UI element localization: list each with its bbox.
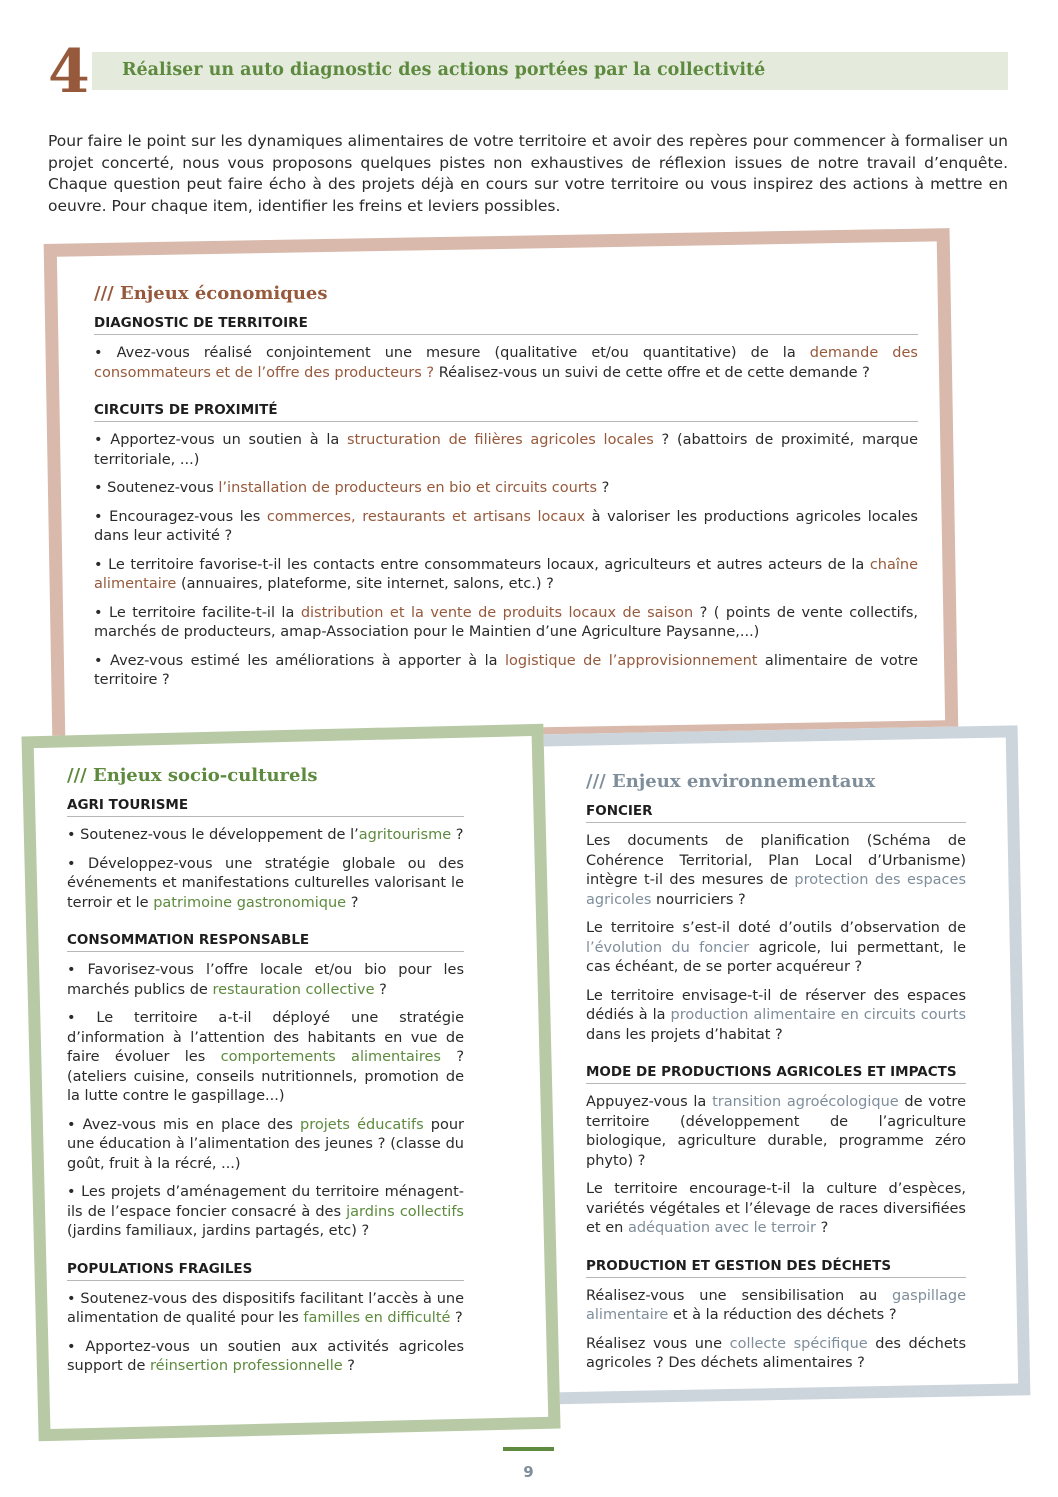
item-text: Le territoire encourage-t-il la culture d’espèces, variétés végétales et l’élevage de races diversifiées et en xyxy=(586,1181,966,1236)
subsection-heading: FONCIER xyxy=(586,802,966,823)
highlight-text: logistique de l’approvisionnement xyxy=(505,652,758,669)
question-item xyxy=(67,855,464,914)
highlight-text: transition agroécologique xyxy=(712,1094,899,1110)
item-text: ? xyxy=(346,894,359,911)
question-item xyxy=(94,431,918,470)
item-text: à valoriser les productions agricoles locales dans leur activité ? xyxy=(94,508,918,544)
economic-box xyxy=(48,236,954,741)
question-item xyxy=(67,826,464,846)
item-text: • Avez-vous estimé les améliorations à apporter à la xyxy=(94,652,505,669)
highlight-text: réinsertion professionnelle xyxy=(150,1358,343,1374)
highlight-text: protection des espaces agricoles xyxy=(586,872,966,908)
question-item xyxy=(586,987,966,1046)
item-text: Les documents de planification (Schéma de Cohérence Territorial, Plan Local d’Urbanisme) intègre t-il des mesures de xyxy=(586,833,966,888)
question-item xyxy=(94,556,918,595)
highlight-text: commerces, restaurants et artisans locaux xyxy=(266,508,586,525)
page-number-bar xyxy=(503,1447,554,1451)
socio-sections xyxy=(67,796,464,1377)
item-text: ? xyxy=(374,981,387,998)
section-header xyxy=(48,37,1008,107)
highlight-text: gaspillage alimentaire xyxy=(586,1287,966,1323)
highlight-text: l’évolution du foncier xyxy=(586,939,750,956)
question-item xyxy=(67,1338,464,1377)
environment-box xyxy=(530,730,1024,1400)
question-item xyxy=(94,344,918,383)
highlight-text: structuration de filières agricoles locales xyxy=(346,432,654,448)
economic-content xyxy=(94,282,918,700)
highlight-text: demande des consommateurs et de l’offre des producteurs ? xyxy=(94,345,918,381)
item-text: Réalisez-vous un suivi de cette offre et de cette demande ? xyxy=(434,364,870,381)
item-text: ? ( points de vente collectifs, marchés de producteurs, amap-Association pour le Maintien d’une Agriculture Paysanne,...) xyxy=(94,604,918,640)
item-text: ? xyxy=(342,1358,355,1374)
item-text: • Soutenez-vous le développement de l’ xyxy=(67,827,359,843)
question-item xyxy=(94,652,918,691)
subsection-heading: PRODUCTION ET GESTION DES DÉCHETS xyxy=(586,1257,966,1278)
question-item xyxy=(586,1180,966,1239)
item-text: Le territoire envisage-t-il de réserver des espaces dédiés à la xyxy=(586,987,966,1023)
item-text: • Les projets d’aménagement du territoire ménagent-ils de l’espace foncier consacré à des xyxy=(67,1184,464,1220)
item-text: • Le territoire a-t-il déployé une stratégie d’information à l’attention des habitants en vue de faire évoluer les xyxy=(67,1010,464,1065)
socio-box xyxy=(30,730,552,1435)
question-item xyxy=(586,1093,966,1171)
item-text: (annuaires, plateforme, site internet, salons, etc.) ? xyxy=(176,576,554,592)
question-item xyxy=(67,1116,464,1175)
highlight-text: restauration collective xyxy=(212,981,375,998)
question-item xyxy=(67,1183,464,1242)
item-text: des déchets agricoles ? Des déchets alimentaires ? xyxy=(586,1335,966,1371)
question-item xyxy=(67,1009,464,1107)
item-text: • Le territoire facilite-t-il la xyxy=(94,604,301,621)
economic-sections xyxy=(94,314,918,691)
subsection-heading: CIRCUITS DE PROXIMITÉ xyxy=(94,401,918,422)
item-text: ? xyxy=(450,1310,463,1326)
intro-paragraph: Pour faire le point sur les dynamiques alimentaires de votre territoire et avoir des repères pour commencer à formaliser un projet concerté, nous vous proposons quelques pistes non exhaustives de réflexion issues de notre travail d’enquête. Chaque question peut faire écho à des projets déjà en cours sur votre territoire ou vous inspirez des actions à mettre en oeuvre. Pour chaque item, identifier les freins et leviers possibles. xyxy=(48,132,1008,215)
item-text: ? (ateliers cuisine, conseils nutritionnels, promotion de la lutte contre le gaspillage...) xyxy=(67,1049,465,1104)
highlight-text: adéquation avec le terroir xyxy=(627,1220,816,1236)
question-item xyxy=(67,961,464,1000)
subsection-heading: AGRI TOURISME xyxy=(67,796,464,817)
subsection-heading: DIAGNOSTIC DE TERRITOIRE xyxy=(94,314,918,335)
item-text: • Favorisez-vous l’offre locale et/ou bio pour les marchés publics de xyxy=(67,962,464,998)
question-item xyxy=(94,508,918,547)
item-text: • Apportez-vous un soutien à la xyxy=(94,432,347,448)
page-number: 9 xyxy=(523,1463,534,1481)
question-item xyxy=(586,1335,966,1374)
highlight-text: chaîne alimentaire xyxy=(94,556,918,592)
question-item xyxy=(586,832,966,910)
item-text: de votre territoire (développement de l’agriculture biologique, agriculture durable, programme zéro phyto) ? xyxy=(586,1094,966,1169)
highlight-text: l’installation de producteurs en bio et circuits courts xyxy=(218,480,598,496)
highlight-text: jardins collectifs xyxy=(346,1203,464,1220)
item-text: • Soutenez-vous des dispositifs facilitant l’accès à une alimentation de qualité pour les xyxy=(67,1290,464,1326)
item-text: • Développez-vous une stratégie globale ou des événements et manifestations culturelles valorisant le terroir et le xyxy=(67,855,464,911)
item-text: • Apportez-vous un soutien aux activités agricoles support de xyxy=(67,1338,464,1374)
item-text: (jardins familiaux, jardins partagés, etc) ? xyxy=(67,1223,370,1239)
item-text: agricole, lui permettant, le cas échéant, de se porter acquéreur ? xyxy=(586,939,966,975)
socio-title: /// Enjeux socio-culturels xyxy=(67,765,318,786)
item-text: nourriciers ? xyxy=(651,891,746,908)
item-text: Réalisez vous une xyxy=(586,1335,730,1352)
item-text: • Le territoire favorise-t-il les contacts entre consommateurs locaux, agriculteurs et autres acteurs de la xyxy=(94,556,870,573)
highlight-text: distribution et la vente de produits locaux de saison xyxy=(300,604,694,621)
highlight-text: production alimentaire en circuits courts xyxy=(670,1007,966,1023)
item-text: • Encouragez-vous les xyxy=(94,508,267,525)
section-title: Réaliser un auto diagnostic des actions portées par la collectivité xyxy=(122,60,766,80)
item-text: • Avez-vous réalisé conjointement une mesure (qualitative et/ou quantitative) de la xyxy=(94,345,810,361)
question-item xyxy=(94,604,918,643)
question-item xyxy=(586,919,966,978)
subsection-heading: MODE DE PRODUCTIONS AGRICOLES ET IMPACTS xyxy=(586,1063,966,1084)
item-text: ? xyxy=(815,1220,829,1236)
item-text: pour une éducation à l’alimentation des jeunes ? (classe du goût, fruit à la récré, ...) xyxy=(67,1116,464,1172)
subsection-heading: CONSOMMATION RESPONSABLE xyxy=(67,931,464,952)
environment-content xyxy=(586,770,966,1383)
highlight-text: patrimoine gastronomique xyxy=(153,894,347,911)
item-text: Appuyez-vous la xyxy=(586,1094,713,1110)
item-text: ? xyxy=(451,827,464,843)
section-number: 4 xyxy=(48,37,90,107)
socio-content xyxy=(67,764,464,1386)
highlight-text: collecte spécifique xyxy=(729,1335,868,1352)
item-text: Le territoire s’est-il doté d’outils d’observation de xyxy=(586,920,966,936)
question-item xyxy=(586,1287,966,1326)
question-item xyxy=(94,479,918,499)
item-text: dans les projets d’habitat ? xyxy=(586,1026,783,1043)
item-text: ? xyxy=(597,480,610,496)
environment-sections xyxy=(586,802,966,1374)
highlight-text: familles en difficulté xyxy=(303,1310,451,1326)
item-text: Réalisez-vous une sensibilisation au xyxy=(586,1287,893,1304)
item-text: ? (abattoirs de proximité, marque territoriale, ...) xyxy=(94,432,918,468)
highlight-text: projets éducatifs xyxy=(300,1116,424,1133)
item-text: • Soutenez-vous xyxy=(94,480,219,496)
item-text: et à la réduction des déchets ? xyxy=(668,1307,897,1323)
highlight-text: comportements alimentaires xyxy=(220,1049,441,1065)
highlight-text: agritourisme xyxy=(358,827,452,843)
item-text: alimentaire de votre territoire ? xyxy=(94,652,919,688)
subsection-heading: POPULATIONS FRAGILES xyxy=(67,1260,464,1281)
item-text: • Avez-vous mis en place des xyxy=(67,1116,301,1133)
economic-title: /// Enjeux économiques xyxy=(94,283,328,304)
environment-title: /// Enjeux environnementaux xyxy=(586,771,876,792)
question-item xyxy=(67,1290,464,1329)
